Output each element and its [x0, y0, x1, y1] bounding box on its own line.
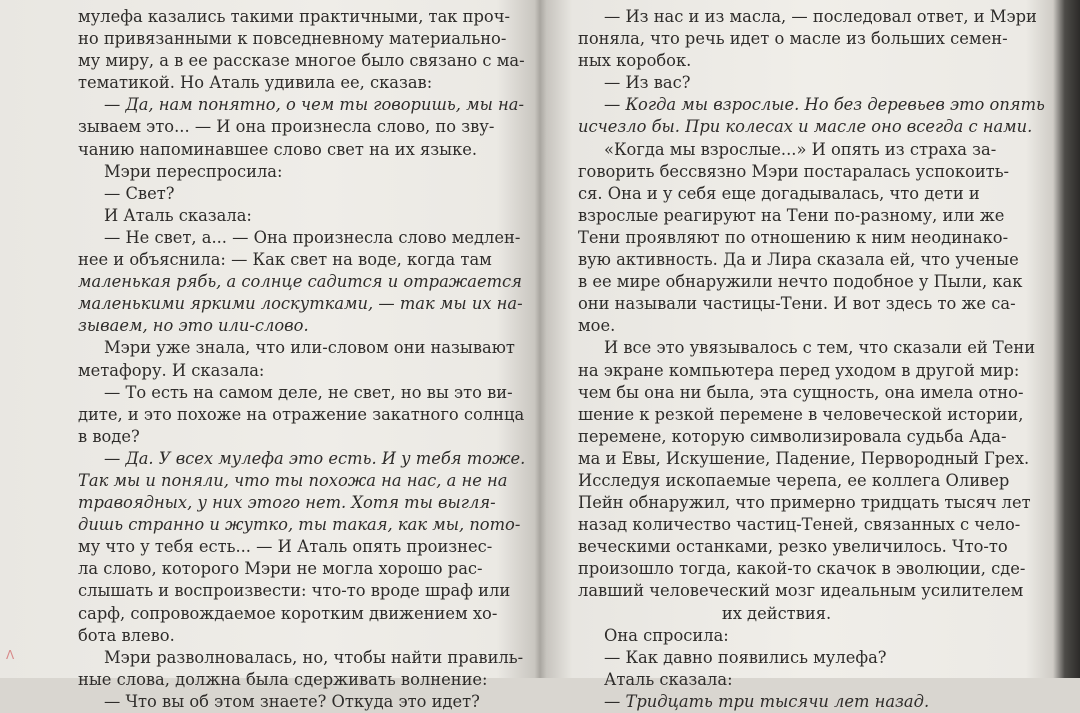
right-line-1: — Из нас и из масла, — последовал ответ, и Мэри	[604, 7, 1037, 26]
right-line-19: шение к резкой перемене в человеческой истории,	[578, 404, 1024, 424]
left-line-1: мулефа казались такими практичными, так проч-	[78, 7, 510, 26]
right-line-2: поняла, что речь идет о масле из больших семен-	[578, 29, 1008, 49]
left-line-13: маленькая рябь, а солнце садится и отражается	[78, 272, 522, 292]
left-line-9: — Свет?	[104, 183, 175, 203]
right-line-18: чем бы она ни была, эта сущность, она имела отно-	[578, 382, 1024, 402]
left-line-16: Мэри уже знала, что или-словом они называют	[104, 338, 515, 358]
right-line-23: Пейн обнаружил, что примерно тридцать тысяч лет	[578, 493, 1031, 513]
left-line-17: метафору. И сказала:	[78, 360, 265, 380]
right-line-13: в ее мире обнаружили нечто подобное у Пыли, как	[578, 272, 1023, 292]
right-line-3: ных коробок.	[578, 51, 692, 71]
right-line-32: — Тридцать три тысячи лет назад.	[604, 691, 930, 711]
right-line-20: перемене, которую символизировала судьба Ада-	[578, 426, 1007, 446]
right-line-25: веческими останками, резко увеличилось. Что-то	[578, 537, 1008, 557]
left-line-28: сарф, сопровождаемое коротким движением хо-	[78, 603, 498, 623]
right-line-16: И все это увязывалось с тем, что сказали ей Тени	[604, 338, 1036, 358]
left-line-21: — Да. У всех мулефа это есть. И у тебя тоже.	[104, 448, 526, 468]
left-line-19: дите, и это похоже на отражение закатного солнца	[78, 404, 525, 424]
left-line-24: дишь странно и жутко, ты такая, как мы, пото-	[78, 515, 521, 535]
left-line-12: нее и объяснила: — Как свет на воде, когда там	[78, 250, 492, 270]
left-line-7: чанию напоминавшее слово свет на их языке.	[78, 139, 478, 159]
left-line-5: — Да, нам понятно, о чем ты говоришь, мы на-	[104, 95, 524, 115]
left-line-30: Мэри разволновалась, но, чтобы найти правиль-	[104, 647, 524, 667]
right-line-28: их действия.	[721, 603, 832, 623]
left-line-3: му миру, а в ее рассказе многое было связано с ма-	[78, 51, 525, 71]
right-line-17: на экране компьютера перед уходом в другой мир:	[578, 360, 1020, 380]
left-page	[78, 6, 526, 713]
right-line-30: — Как давно появились мулефа?	[604, 647, 887, 667]
left-line-22: Так мы и поняли, что ты похожа на нас, а не на	[78, 470, 508, 490]
right-line-4: — Из вас?	[604, 73, 691, 93]
left-line-8: Мэри переспросила:	[104, 161, 283, 181]
left-line-23: травоядных, у них этого нет. Хотя ты выгля-	[78, 493, 496, 513]
left-line-11: — Не свет, а... — Она произнесла слово медлен-	[104, 227, 521, 247]
left-line-32: — Что вы об этом знаете? Откуда это идет?	[104, 691, 480, 711]
left-line-29: бота влево.	[78, 625, 175, 645]
right-line-21: ма и Евы, Искушение, Падение, Первородный Грех.	[578, 448, 1030, 468]
right-line-10: взрослые реагируют на Тени по-разному, или же	[578, 205, 1005, 225]
right-page	[578, 6, 1045, 713]
left-line-25: му что у тебя есть... — И Аталь опять произнес-	[78, 537, 493, 557]
right-line-31: Аталь сказала:	[604, 669, 733, 689]
right-line-8: говорить бессвязно Мэри постаралась успокоить-	[578, 161, 1010, 181]
right-line-22: Исследуя ископаемые черепа, ее коллега Оливер	[578, 470, 1010, 490]
right-line-7: «Когда мы взрослые...» И опять из страха за-	[604, 139, 997, 159]
left-line-18: — То есть на самом деле, не свет, но вы это ви-	[104, 382, 513, 402]
right-line-11: Тени проявляют по отношению к ним неодинако-	[578, 227, 1009, 247]
margin-mark: Λ	[6, 648, 15, 662]
left-line-14: маленькими яркими лоскутками, — так мы их на-	[78, 294, 523, 314]
right-line-5: — Когда мы взрослые. Но без деревьев это опять	[604, 95, 1045, 115]
right-line-24: назад количество частиц-Теней, связанных с чело-	[578, 515, 1021, 535]
right-line-29: Она спросила:	[604, 625, 729, 645]
right-line-15: мое.	[578, 316, 616, 336]
left-line-20: в воде?	[78, 426, 140, 446]
left-line-15: зываем, но это или-слово.	[78, 316, 309, 336]
right-line-27: лавший человеческий мозг идеальным усилителем	[578, 581, 1024, 601]
left-line-27: слышать и воспроизвести: что-то вроде шраф или	[78, 581, 511, 601]
right-line-12: вую активность. Да и Лира сказала ей, что ученые	[578, 250, 1019, 270]
right-line-9: ся. Она и у себя еще догадывалась, что дети и	[578, 183, 980, 203]
left-line-4: тематикой. Но Аталь удивила ее, сказав:	[78, 73, 433, 93]
left-line-31: ные слова, должна была сдерживать волнение:	[78, 669, 488, 689]
right-line-14: они называли частицы-Тени. И вот здесь то же са-	[578, 294, 1016, 314]
left-line-2: но привязанными к повседневному материально-	[78, 29, 507, 49]
right-line-6: исчезло бы. При колесах и масле оно всегда с нами.	[578, 117, 1033, 137]
right-line-26: произошло тогда, какой-то скачок в эволюции, сде-	[578, 559, 1026, 579]
left-line-6: зываем это... — И она произнесла слово, по зву-	[78, 117, 495, 137]
left-line-26: ла слово, которого Мэри не могла хорошо рас-	[78, 559, 483, 579]
left-line-10: И Аталь сказала:	[104, 205, 252, 225]
